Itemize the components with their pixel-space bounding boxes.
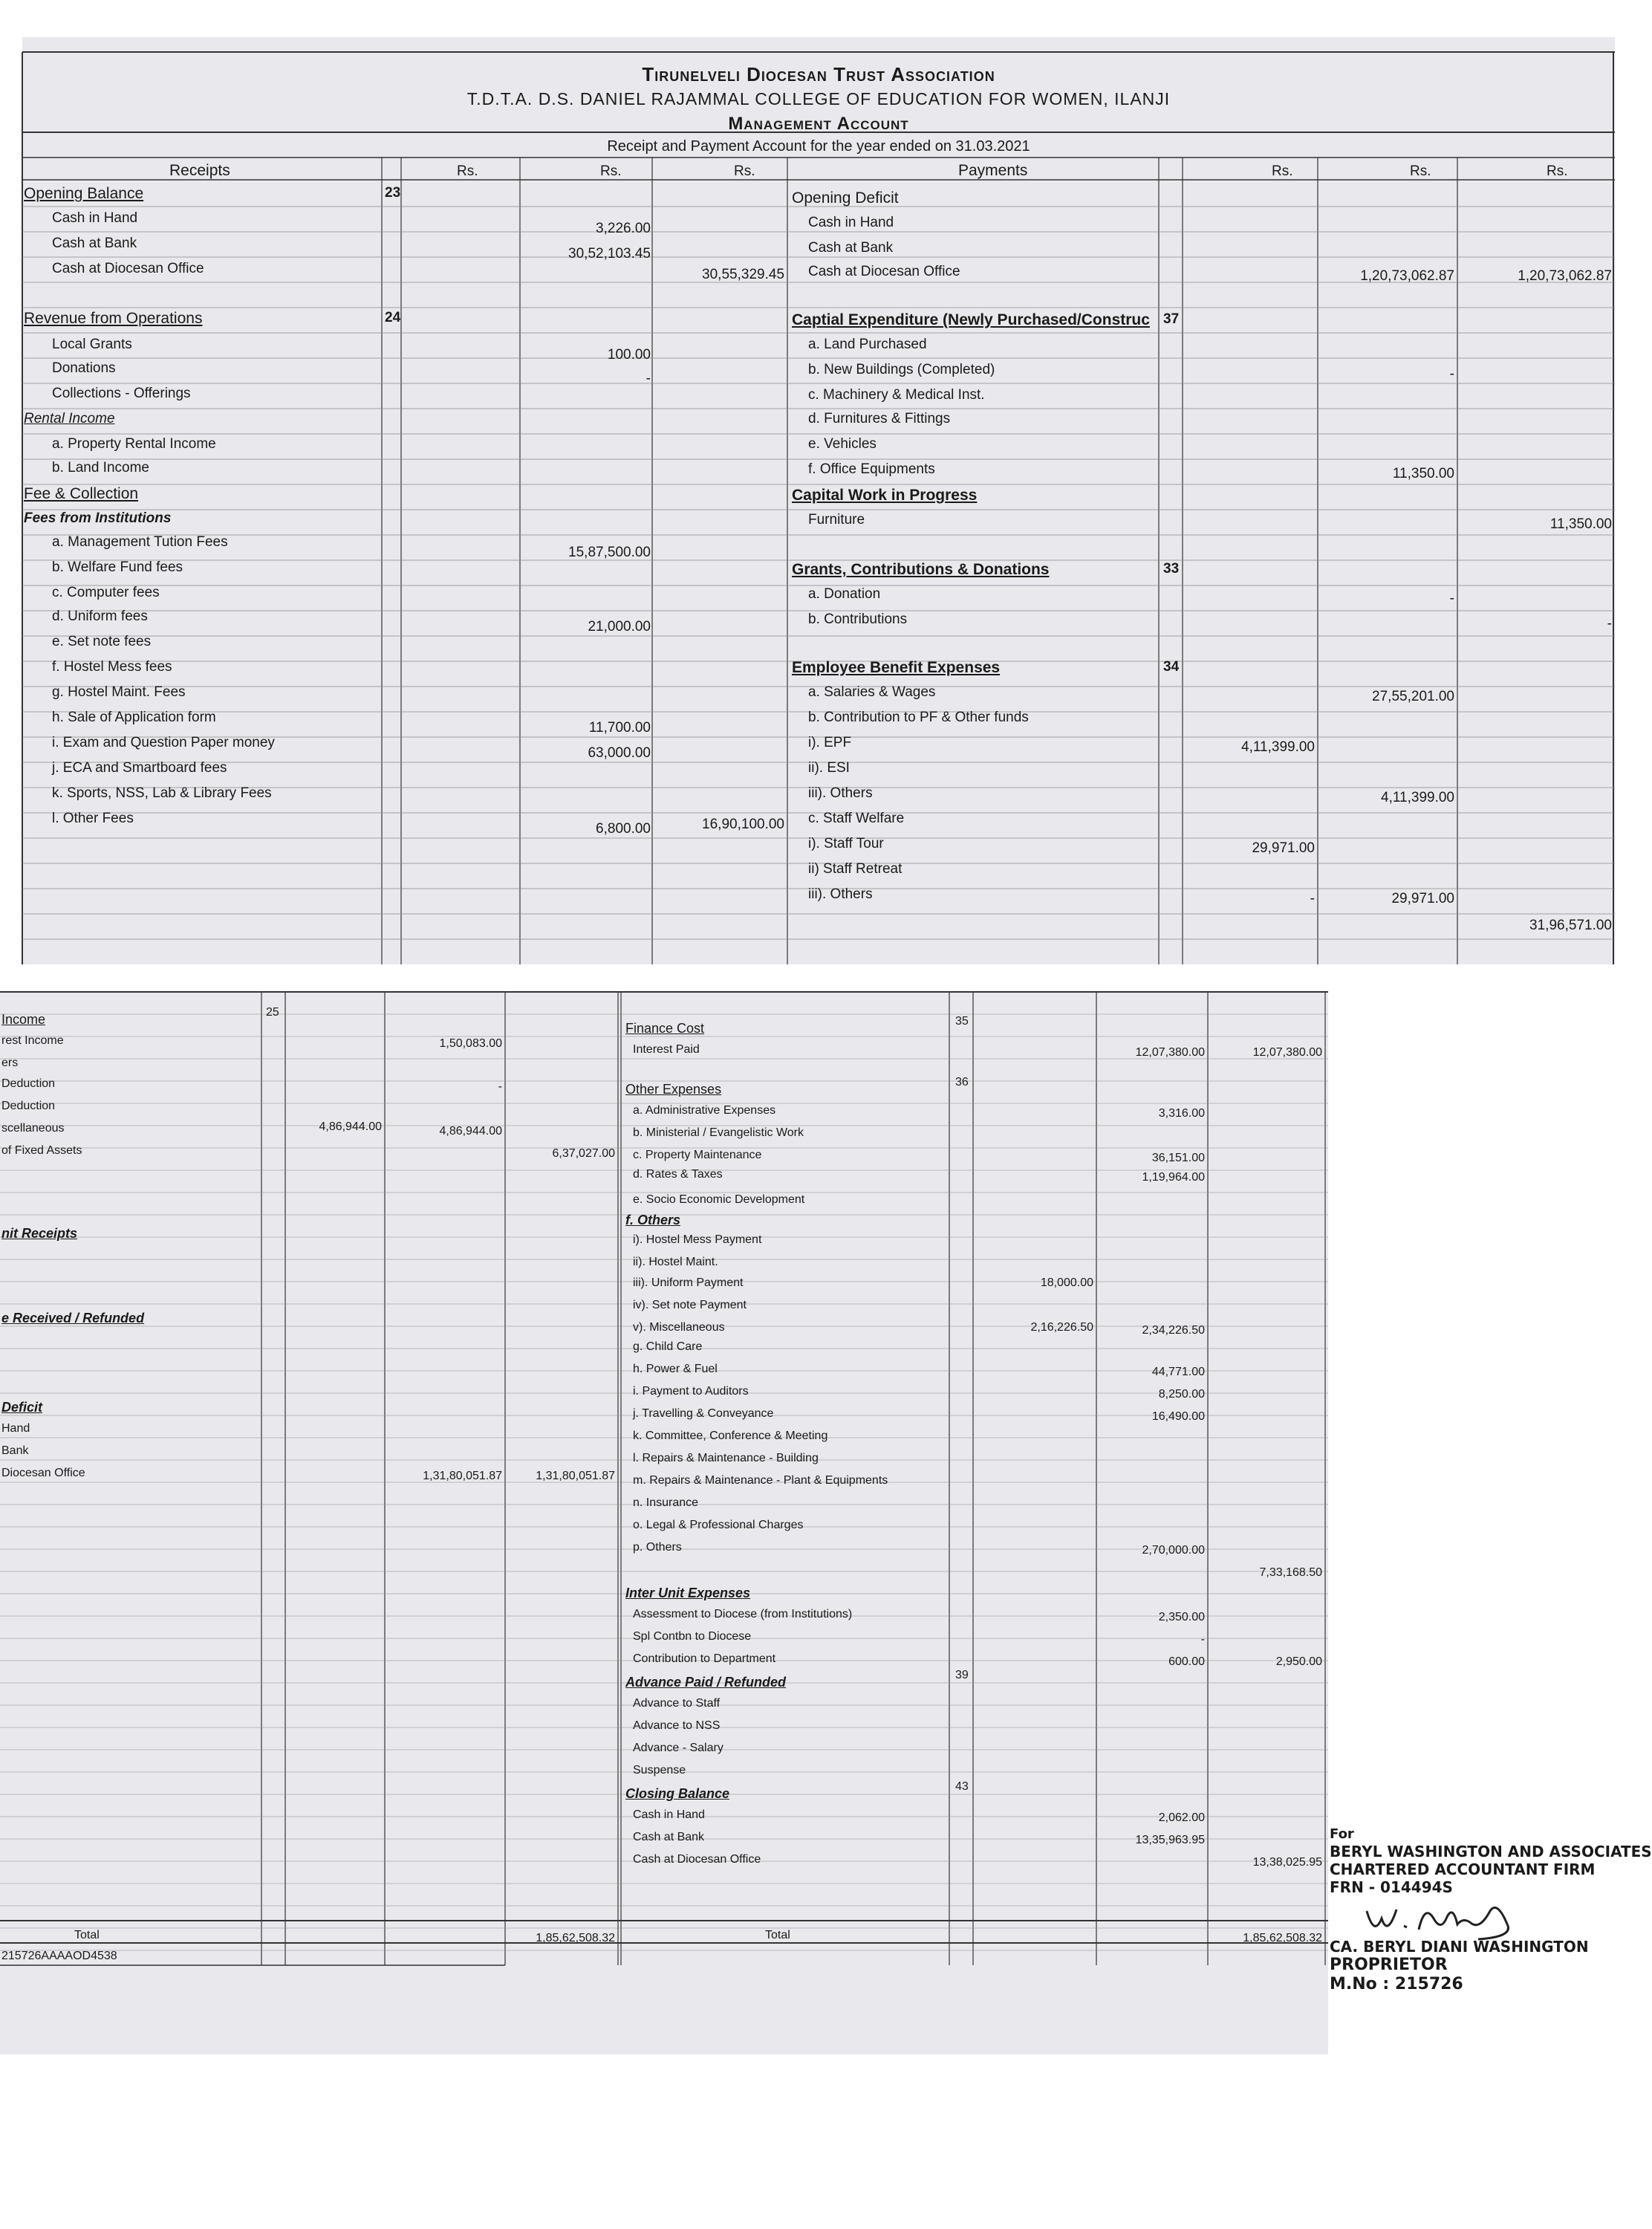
receipt-line-label: h. Sale of Application form <box>52 710 216 725</box>
receipt-line-label: Fees from Institutions <box>24 510 172 526</box>
payment-line-label: v). Miscellaneous <box>633 1321 725 1334</box>
payment-line-label: l. Repairs & Maintenance - Building <box>633 1452 819 1464</box>
auditor-frn: FRN - 014494S <box>1330 1878 1453 1896</box>
amount-value: 44,771.00 <box>1151 1366 1205 1378</box>
amount-value: 8,250.00 <box>1158 1388 1205 1401</box>
payment-line-label: ii). ESI <box>808 760 850 776</box>
payment-line-label: Inter Unit Expenses <box>625 1586 751 1600</box>
receipt-line-label: g. Hostel Maint. Fees <box>52 684 186 700</box>
amount-value: 12,07,380.00 <box>1135 1046 1205 1059</box>
amount-value: 11,700.00 <box>588 720 651 736</box>
payment-line-label: Cash at Bank <box>808 240 894 256</box>
note-number: 39 <box>955 1669 969 1681</box>
payment-line-label: i. Payment to Auditors <box>633 1385 749 1398</box>
receipt-line-label: Cash at Bank <box>52 236 137 251</box>
amount-value: 2,16,226.50 <box>1030 1321 1093 1334</box>
receipt-line-label: l. Other Fees <box>52 811 134 826</box>
payment-line-label: Opening Deficit <box>792 189 899 207</box>
rs-column-header: Rs. <box>1272 163 1293 179</box>
payment-line-label: f. Others <box>625 1213 681 1227</box>
amount-value: 2,950.00 <box>1275 1655 1322 1668</box>
receipt-line-label: b. Land Income <box>52 460 149 476</box>
payment-line-label: iii). Uniform Payment <box>633 1276 744 1289</box>
payment-line-label: a. Administrative Expenses <box>633 1104 776 1117</box>
payment-line-label: Assessment to Diocese (from Institutions) <box>633 1608 853 1620</box>
amount-value: 1,31,80,051.87 <box>536 1470 615 1482</box>
rs-column-header: Rs. <box>457 163 478 179</box>
amount-value: 6,37,027.00 <box>552 1147 615 1160</box>
payment-line-label: Finance Cost <box>625 1021 705 1036</box>
payment-line-label: Spl Contbn to Diocese <box>633 1630 752 1643</box>
receipt-line-label: Cash in Hand <box>52 210 138 226</box>
payment-line-label: b. Contributions <box>808 611 908 627</box>
org-title: Tirunelveli Diocesan Trust Association <box>642 63 995 85</box>
amount-value: 63,000.00 <box>588 745 651 761</box>
payment-line-label: Suspense <box>633 1764 686 1777</box>
amount-value: 4,11,399.00 <box>1381 790 1454 805</box>
payment-line-label: j. Travelling & Conveyance <box>633 1407 774 1420</box>
payment-line-label: Grants, Contributions & Donations <box>792 561 1050 578</box>
payment-line-label: Furniture <box>808 512 865 528</box>
payment-line-label: Advance to Staff <box>633 1697 721 1710</box>
amount-value: 1,31,80,051.87 <box>423 1470 502 1482</box>
amount-value: 16,90,100.00 <box>702 817 784 832</box>
amount-value: - <box>1310 891 1315 906</box>
receipt-line-label: Deficit <box>1 1400 43 1415</box>
amount-value: 18,000.00 <box>1040 1276 1093 1289</box>
payment-line-label: Cash at Diocesan Office <box>633 1853 761 1866</box>
amount-value: 100.00 <box>607 347 651 363</box>
payment-line-label: Advance Paid / Refunded <box>625 1675 787 1690</box>
note-number: 33 <box>1163 561 1180 577</box>
payment-line-label: c. Property Maintenance <box>633 1149 762 1161</box>
amount-value: 7,33,168.50 <box>1259 1566 1322 1579</box>
payment-line-label: Capital Work in Progress <box>792 487 978 504</box>
amount-value: 27,55,201.00 <box>1372 689 1454 704</box>
payment-line-label: g. Child Care <box>633 1340 703 1353</box>
payment-line-label: f. Office Equipments <box>808 461 935 477</box>
amount-value: 36,151.00 <box>1151 1152 1205 1164</box>
account-type-title: Management Account <box>728 114 909 134</box>
amount-value: 21,000.00 <box>588 619 651 635</box>
amount-value: 6,800.00 <box>596 821 651 837</box>
auditor-firm: BERYL WASHINGTON AND ASSOCIATES <box>1330 1843 1652 1860</box>
payment-line-label: p. Others <box>633 1541 682 1554</box>
payment-line-label: b. Contribution to PF & Other funds <box>808 710 1029 725</box>
amount-value: 4,11,399.00 <box>1241 739 1315 755</box>
amount-value: 1,85,62,508.32 <box>536 1932 615 1944</box>
receipt-line-label: Income <box>1 1012 46 1027</box>
amount-value: 1,20,73,062.87 <box>1360 268 1454 284</box>
receipt-line-label: Local Grants <box>52 337 132 352</box>
receipt-line-label: rest Income <box>1 1034 64 1047</box>
note-number: 24 <box>385 310 401 325</box>
amount-value: 13,38,025.95 <box>1252 1856 1322 1869</box>
receipt-line-label: Hand <box>1 1422 30 1435</box>
amount-value: 4,86,944.00 <box>319 1120 382 1133</box>
receipt-line-label: scellaneous <box>1 1122 65 1135</box>
receipt-line-label: of Fixed Assets <box>1 1144 82 1157</box>
payment-line-label: Employee Benefit Expenses <box>792 659 1001 676</box>
amount-value: 1,85,62,508.32 <box>1243 1932 1322 1944</box>
amount-value: 3,226.00 <box>596 221 651 236</box>
payment-line-label: iii). Others <box>808 785 873 801</box>
payment-line-label: ii) Staff Retreat <box>808 861 903 877</box>
receipt-line-label: Diocesan Office <box>1 1467 85 1479</box>
payment-line-label: i). Hostel Mess Payment <box>633 1233 762 1246</box>
payment-line-label: iii). Others <box>808 886 873 902</box>
payment-line-label: e. Socio Economic Development <box>633 1193 805 1206</box>
payment-line-label: c. Staff Welfare <box>808 811 905 826</box>
payment-line-label: Interest Paid <box>633 1043 700 1056</box>
amount-value: 31,96,571.00 <box>1529 918 1612 933</box>
payment-line-label: i). Staff Tour <box>808 836 884 851</box>
payment-line-label: a. Land Purchased <box>808 337 927 352</box>
amount-value: 2,34,226.50 <box>1142 1324 1205 1337</box>
receipt-line-label: ers <box>1 1057 19 1069</box>
payment-line-label: k. Committee, Conference & Meeting <box>633 1430 828 1442</box>
rs-column-header: Rs. <box>734 163 755 179</box>
receipt-line-label: nit Receipts <box>1 1226 78 1241</box>
receipt-line-label: j. ECA and Smartboard fees <box>52 760 227 776</box>
amount-value: 13,35,963.95 <box>1135 1834 1205 1846</box>
receipt-line-label: Total <box>74 1929 100 1941</box>
payment-line-label: ii). Hostel Maint. <box>633 1256 718 1268</box>
receipt-line-label: Revenue from Operations <box>24 310 203 327</box>
payment-line-label: Cash at Bank <box>633 1831 705 1843</box>
amount-value: 16,490.00 <box>1151 1410 1205 1423</box>
amount-value: 1,19,964.00 <box>1142 1171 1205 1184</box>
statement-subtitle: Receipt and Payment Account for the year ended on 31.03.2021 <box>607 138 1030 155</box>
note-number: 35 <box>955 1015 969 1028</box>
payment-line-label: b. New Buildings (Completed) <box>808 362 995 377</box>
payment-line-label: Advance - Salary <box>633 1742 723 1754</box>
rs-column-header: Rs. <box>1547 163 1568 179</box>
payment-line-label: d. Rates & Taxes <box>633 1168 723 1181</box>
receipt-line-label: Cash at Diocesan Office <box>52 261 204 276</box>
receipt-line-label: a. Property Rental Income <box>52 436 216 452</box>
payment-line-label: n. Insurance <box>633 1496 699 1509</box>
amount-value: 1,50,083.00 <box>439 1037 502 1050</box>
rs-column-header: Rs. <box>600 163 622 179</box>
receipt-line-label: b. Welfare Fund fees <box>52 559 183 575</box>
payment-line-label: e. Vehicles <box>808 436 877 452</box>
amount-value: 600.00 <box>1168 1655 1205 1668</box>
auditor-for: For <box>1330 1826 1354 1842</box>
payment-line-label: Contribution to Department <box>633 1652 776 1665</box>
payment-line-label: d. Furnitures & Fittings <box>808 411 951 426</box>
receipt-line-label: e Received / Refunded <box>1 1311 145 1326</box>
auditor-role: PROPRIETOR <box>1330 1956 1448 1974</box>
receipt-line-label: a. Management Tution Fees <box>52 534 228 550</box>
receipt-line-label: k. Sports, NSS, Lab & Library Fees <box>52 785 272 801</box>
payment-line-label: a. Donation <box>808 586 881 602</box>
amount-value: - <box>1449 591 1454 606</box>
receipt-line-label: e. Set note fees <box>52 634 152 649</box>
receipt-line-label: 215726AAAAOD4538 <box>1 1950 117 1962</box>
receipt-line-label: Fee & Collection <box>24 485 139 502</box>
amount-value: - <box>1449 366 1454 382</box>
receipt-line-label: Deduction <box>1 1077 56 1090</box>
amount-value: 29,971.00 <box>1252 840 1315 856</box>
payments-column-header: Payments <box>958 162 1028 179</box>
auditor-name: CA. BERYL DIANI WASHINGTON <box>1330 1938 1589 1956</box>
amount-value: 1,20,73,062.87 <box>1518 268 1612 284</box>
payment-line-label: b. Ministerial / Evangelistic Work <box>633 1126 804 1139</box>
payment-line-label: a. Salaries & Wages <box>808 684 936 700</box>
note-number: 37 <box>1163 311 1180 327</box>
receipt-line-label: i. Exam and Question Paper money <box>52 735 275 750</box>
payment-line-label: c. Machinery & Medical Inst. <box>808 387 985 403</box>
rs-column-header: Rs. <box>1410 163 1431 179</box>
amount-value: 12,07,380.00 <box>1252 1046 1322 1059</box>
payment-line-label: Cash in Hand <box>808 215 894 230</box>
statement-page-2 <box>0 992 1328 2054</box>
payment-line-label: o. Legal & Professional Charges <box>633 1519 804 1531</box>
amount-value: - <box>498 1080 502 1093</box>
receipt-line-label: c. Computer fees <box>52 585 160 600</box>
amount-value: - <box>1607 616 1612 632</box>
note-number: 23 <box>385 185 401 201</box>
receipts-column-header: Receipts <box>169 162 230 179</box>
auditor-membership: M.No : 215726 <box>1330 1975 1463 1993</box>
receipt-line-label: Rental Income <box>24 411 115 426</box>
college-title: T.D.T.A. D.S. DANIEL RAJAMMAL COLLEGE OF EDUCATION FOR WOMEN, ILANJI <box>466 89 1171 108</box>
amount-value: 11,350.00 <box>1549 516 1612 532</box>
payment-line-label: Advance to NSS <box>633 1719 721 1732</box>
amount-value: 30,52,103.45 <box>568 246 651 262</box>
receipt-line-label: Opening Balance <box>24 185 144 202</box>
payment-line-label: h. Power & Fuel <box>633 1363 718 1375</box>
note-number: 36 <box>955 1076 969 1088</box>
note-number: 25 <box>266 1006 279 1019</box>
amount-value: - <box>645 371 651 386</box>
amount-value: 15,87,500.00 <box>568 545 651 560</box>
receipt-line-label: f. Hostel Mess fees <box>52 659 172 675</box>
payment-line-label: Cash in Hand <box>633 1808 705 1821</box>
signature <box>1359 1896 1545 1941</box>
receipt-line-label: Collections - Offerings <box>52 386 191 401</box>
payment-line-label: m. Repairs & Maintenance - Plant & Equipments <box>633 1474 888 1487</box>
amount-value: 2,062.00 <box>1158 1811 1205 1824</box>
amount-value: 4,86,944.00 <box>439 1125 502 1138</box>
payment-line-label: iv). Set note Payment <box>633 1299 747 1311</box>
amount-value: - <box>1200 1633 1205 1646</box>
amount-value: 30,55,329.45 <box>702 267 784 282</box>
amount-value: 2,70,000.00 <box>1142 1544 1205 1557</box>
receipt-line-label: Donations <box>52 360 116 376</box>
payment-line-label: i). EPF <box>808 735 852 750</box>
receipt-line-label: d. Uniform fees <box>52 609 148 624</box>
amount-value: 2,350.00 <box>1158 1611 1205 1623</box>
amount-value: 29,971.00 <box>1391 891 1454 906</box>
auditor-firm-type: CHARTERED ACCOUNTANT FIRM <box>1330 1860 1596 1878</box>
receipt-line-label: Deduction <box>1 1100 56 1112</box>
payment-line-label: Captial Expenditure (Newly Purchased/Construc <box>792 311 1150 328</box>
note-number: 43 <box>955 1780 969 1793</box>
payment-line-label: Cash at Diocesan Office <box>808 264 960 279</box>
payment-line-label: Other Expenses <box>625 1082 722 1097</box>
statement-page-1 <box>22 37 1615 964</box>
note-number: 34 <box>1163 659 1180 675</box>
payment-line-label: Closing Balance <box>625 1786 730 1801</box>
amount-value: 11,350.00 <box>1392 466 1454 481</box>
receipt-line-label: Bank <box>1 1444 29 1457</box>
payment-line-label: Total <box>765 1929 790 1941</box>
amount-value: 3,316.00 <box>1158 1107 1205 1120</box>
